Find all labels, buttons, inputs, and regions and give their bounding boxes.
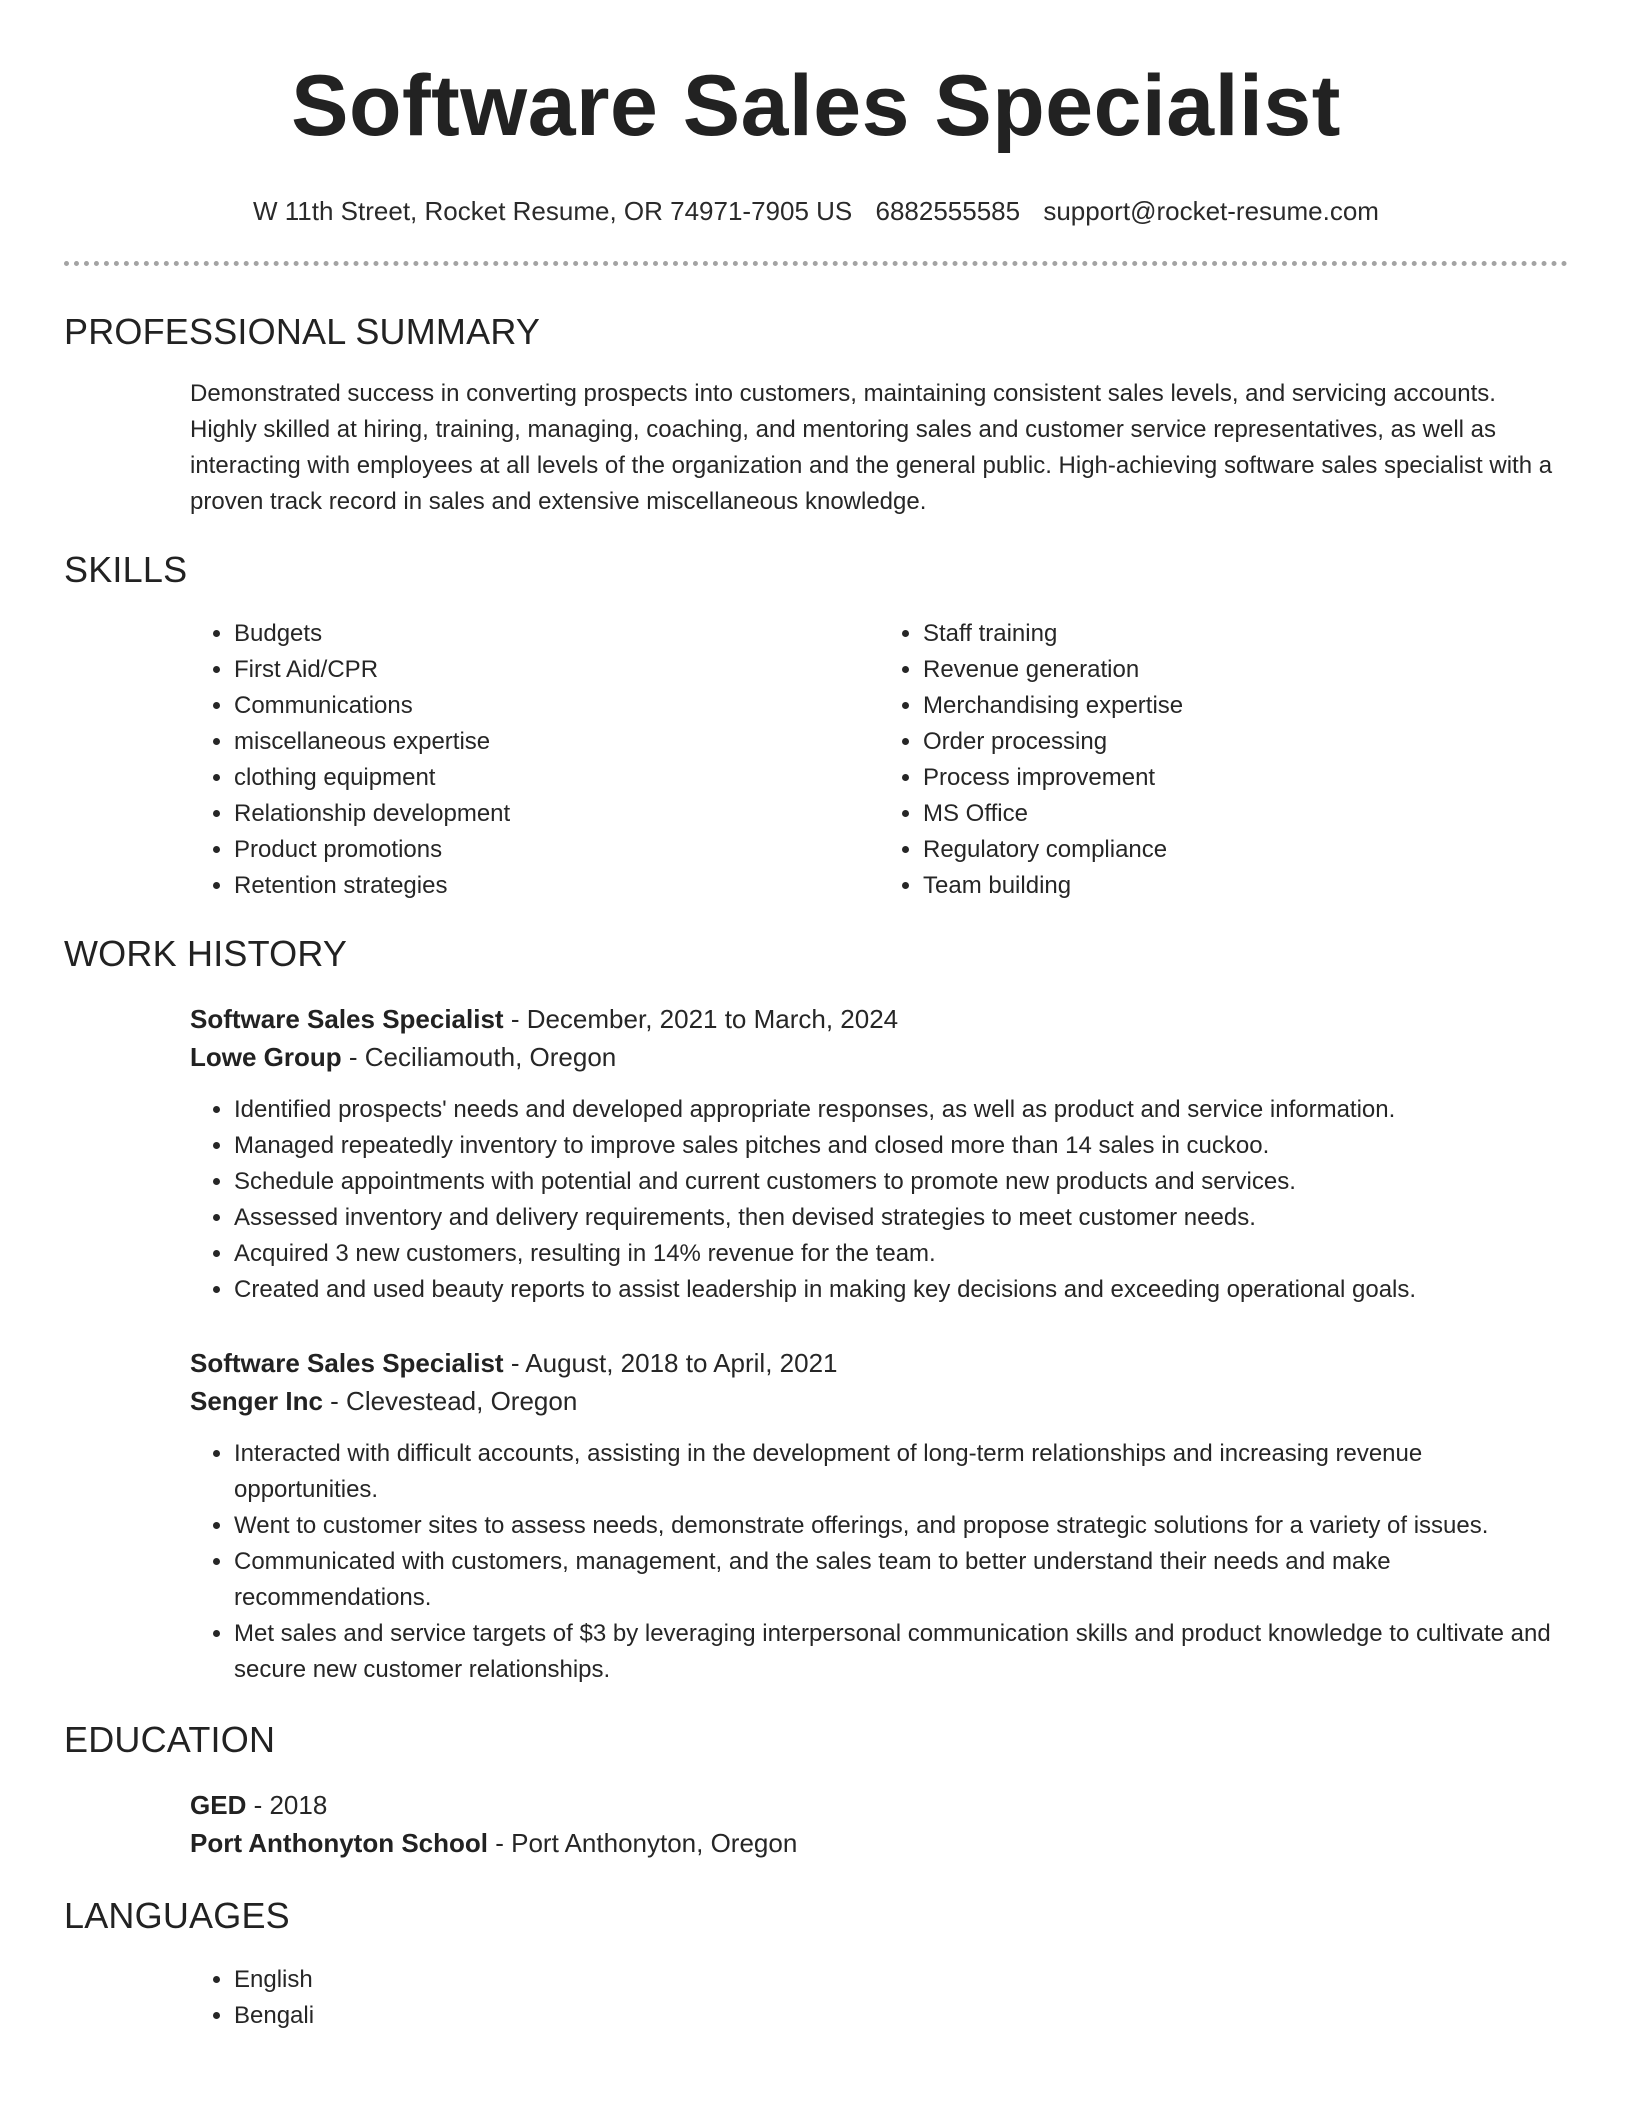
job-bullet: • Managed repeatedly inventory to improve sales pitches and closed more than 14 sales in cuckoo. xyxy=(234,1128,1568,1164)
skill-item: • Revenue generation xyxy=(923,652,1568,688)
job-bullet: • Communicated with customers, management, and the sales team to better understand their needs and make recommendations. xyxy=(234,1544,1568,1616)
skills-heading: SKILLS xyxy=(64,549,188,590)
header-divider xyxy=(64,261,1568,266)
summary-text: Demonstrated success in converting prospects into customers, maintaining consistent sales levels, and servicing accounts. Highly skilled at hiring, training, managing, coaching, and mentoring sales and customer service representatives, as well as interacting with employees at all levels of the organization and the general public. High-achieving software sales specialist with a proven track record in sales and extensive miscellaneous knowledge. xyxy=(190,380,1553,515)
skill-item: • Process improvement xyxy=(923,760,1568,796)
job-bullet: • Acquired 3 new customers, resulting in 14% revenue for the team. xyxy=(234,1236,1568,1272)
job-entry-2 xyxy=(190,1344,1568,1688)
contact-email: support@rocket-resume.com xyxy=(1043,196,1379,226)
job-location: - Clevestead, Oregon xyxy=(322,1386,578,1416)
languages-list xyxy=(190,1962,1568,2034)
education-degree-line xyxy=(190,1786,1568,1824)
education-year: - 2018 xyxy=(246,1790,328,1820)
skills-left-column xyxy=(190,616,879,904)
job-company-line xyxy=(190,1382,1568,1420)
skill-item: • Relationship development xyxy=(234,796,879,832)
summary-heading: PROFESSIONAL SUMMARY xyxy=(64,311,541,352)
resume-name: Software Sales Specialist xyxy=(291,58,1341,154)
job-location: - Ceciliamouth, Oregon xyxy=(341,1042,617,1072)
job-dates: - December, 2021 to March, 2024 xyxy=(503,1004,899,1034)
job-role: Software Sales Specialist xyxy=(190,1348,504,1378)
job-bullet: • Schedule appointments with potential and current customers to promote new products and services. xyxy=(234,1164,1568,1200)
job-company-line xyxy=(190,1038,1568,1076)
job-bullet: • Went to customer sites to assess needs, demonstrate offerings, and propose strategic solutions for a variety of issues. xyxy=(234,1508,1568,1544)
education-school-line xyxy=(190,1824,1568,1862)
job-role: Software Sales Specialist xyxy=(190,1004,504,1034)
skill-item: • Product promotions xyxy=(234,832,879,868)
job-bullet: • Assessed inventory and delivery requirements, then devised strategies to meet customer needs. xyxy=(234,1200,1568,1236)
skill-item: • First Aid/CPR xyxy=(234,652,879,688)
education-entry xyxy=(190,1786,1568,1862)
skill-item: • Merchandising expertise xyxy=(923,688,1568,724)
job-bullets xyxy=(190,1092,1568,1308)
skill-item: • clothing equipment xyxy=(234,760,879,796)
language-item: • Bengali xyxy=(234,1998,1568,2034)
job-bullets xyxy=(190,1436,1568,1688)
skill-item: • Communications xyxy=(234,688,879,724)
job-entry-1 xyxy=(190,1000,1568,1308)
contact-line xyxy=(64,194,1568,228)
languages-entry xyxy=(190,1962,1568,2034)
job-bullet: • Met sales and service targets of $3 by leveraging interpersonal communication skills and product knowledge to cultivate and secure new customer relationships. xyxy=(234,1616,1568,1688)
job-company: Lowe Group xyxy=(190,1042,342,1072)
job-bullet: • Identified prospects' needs and developed appropriate responses, as well as product and service information. xyxy=(234,1092,1568,1128)
job-company: Senger Inc xyxy=(190,1386,323,1416)
language-item: • English xyxy=(234,1962,1568,1998)
skill-item: • miscellaneous expertise xyxy=(234,724,879,760)
education-degree: GED xyxy=(190,1790,247,1820)
work-history-heading: WORK HISTORY xyxy=(64,933,348,974)
skill-item: • Retention strategies xyxy=(234,868,879,904)
skill-item: • Regulatory compliance xyxy=(923,832,1568,868)
contact-phone: 6882555585 xyxy=(875,196,1021,226)
skill-item: • Staff training xyxy=(923,616,1568,652)
job-title-line xyxy=(190,1344,1568,1382)
job-dates: - August, 2018 to April, 2021 xyxy=(503,1348,838,1378)
job-bullet: • Interacted with difficult accounts, assisting in the development of long-term relationships and increasing revenue opportunities. xyxy=(234,1436,1568,1508)
skill-item: • Team building xyxy=(923,868,1568,904)
skills-right-column xyxy=(879,616,1568,904)
job-bullet: • Created and used beauty reports to assist leadership in making key decisions and exceeding operational goals. xyxy=(234,1272,1568,1308)
education-school: Port Anthonyton School xyxy=(190,1828,488,1858)
education-heading: EDUCATION xyxy=(64,1719,276,1760)
contact-address: W 11th Street, Rocket Resume, OR 74971-7905 US xyxy=(253,196,853,226)
skills-grid xyxy=(190,616,1568,904)
skill-item: • Order processing xyxy=(923,724,1568,760)
skill-item: • MS Office xyxy=(923,796,1568,832)
job-title-line xyxy=(190,1000,1568,1038)
education-location: - Port Anthonyton, Oregon xyxy=(488,1828,798,1858)
skill-item: • Budgets xyxy=(234,616,879,652)
languages-heading: LANGUAGES xyxy=(64,1895,290,1936)
